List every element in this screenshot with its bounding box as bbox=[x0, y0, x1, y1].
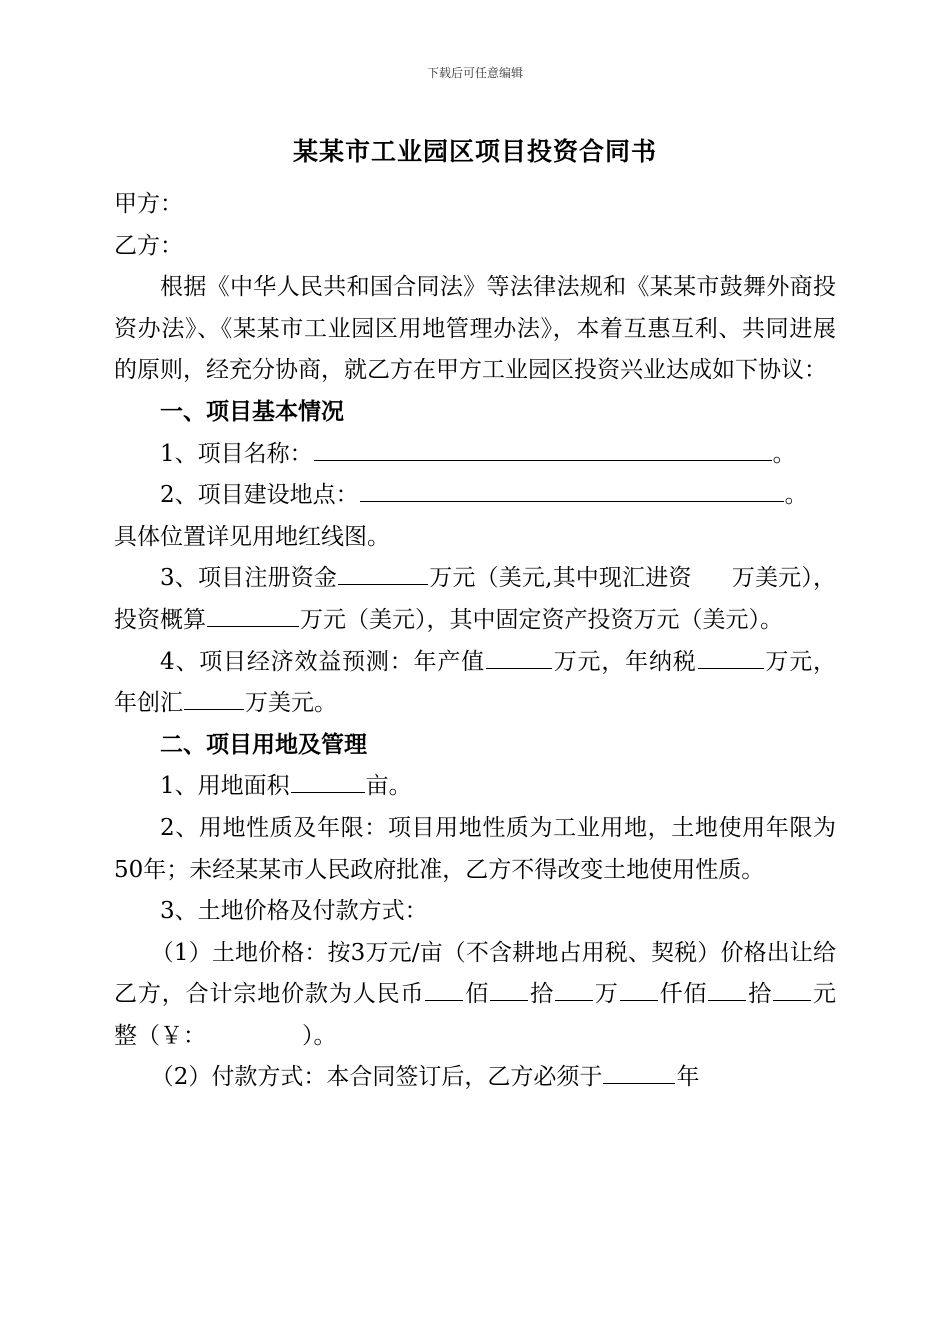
s2-item2: 2、用地性质及年限：项目用地性质为工业用地，土地使用年限为50年；未经某某市人民政府批准，乙方不得改变土地使用性质。 bbox=[114, 814, 836, 883]
s2-price bbox=[114, 933, 836, 1058]
s1-item4-d: 万美元。 bbox=[245, 690, 337, 717]
s1-item3 bbox=[114, 558, 836, 641]
payment-year-blank bbox=[603, 1059, 675, 1084]
s1-item4 bbox=[114, 642, 836, 725]
price-blank-1 bbox=[425, 976, 463, 1001]
price-blank-5 bbox=[708, 976, 746, 1001]
s1-item1 bbox=[114, 434, 836, 476]
s1-item2 bbox=[114, 475, 836, 517]
s2-payment-b: 年 bbox=[676, 1064, 700, 1091]
s2-item1-b: 亩。 bbox=[365, 773, 412, 800]
price-blank-6 bbox=[773, 976, 811, 1001]
contract-body bbox=[114, 184, 836, 1099]
project-name-blank bbox=[314, 436, 772, 461]
price-blank-3 bbox=[555, 976, 593, 1001]
intro-paragraph: 根据《中华人民共和国合同法》等法律法规和《某某市鼓舞外商投资办法》、《某某市工业园区用地管理办法》，本着互惠互利、共同进展的原则，经充分协商，就乙方在甲方工业园区投资兴业达成如下协议： bbox=[114, 274, 836, 384]
document-title: 某某市工业园区项目投资合同书 bbox=[292, 137, 657, 166]
s1-item3-d: 万元（美元），其中固定资产投资 bbox=[300, 606, 634, 633]
s1-item2-label: 2、项目建设地点： bbox=[160, 482, 359, 509]
header-note: 下载后可任意编辑 bbox=[426, 66, 523, 80]
s1-item2-end: 。 bbox=[784, 482, 808, 509]
s1-item4-a: 4、项目经济效益预测：年产值 bbox=[160, 648, 485, 675]
s2-item3: 3、土地价格及付款方式： bbox=[160, 898, 428, 925]
s2-price-u4: 仟佰 bbox=[658, 981, 708, 1008]
s2-price-u6: 元整（￥： bbox=[114, 981, 837, 1049]
land-area-blank bbox=[291, 768, 365, 793]
registered-capital-blank bbox=[338, 560, 428, 585]
s1-item4-c: 万元，年创汇 bbox=[114, 648, 837, 717]
section2-heading: 二、项目用地及管理 bbox=[160, 731, 367, 758]
s2-item1-a: 1、用地面积 bbox=[160, 773, 290, 800]
s2-price-u2: 拾 bbox=[529, 981, 554, 1008]
s2-price-end: ）。 bbox=[302, 1022, 337, 1049]
price-blank-4 bbox=[620, 976, 658, 1001]
annual-forex-blank bbox=[184, 685, 244, 710]
s1-item3-e: 万元（美元）。 bbox=[633, 606, 783, 633]
party-a-line: 甲方： bbox=[114, 191, 183, 217]
s2-price-u5: 拾 bbox=[747, 981, 773, 1008]
party-b-line: 乙方： bbox=[114, 232, 183, 259]
price-blank-2 bbox=[490, 976, 528, 1001]
project-site-blank bbox=[360, 477, 784, 502]
s2-price-u1: 佰 bbox=[464, 981, 490, 1008]
s2-payment-a: （2）付款方式：本合同签订后，乙方必须于 bbox=[150, 1064, 603, 1091]
s1-item3-b: 万元（美元,其中现汇进资 bbox=[429, 565, 692, 592]
s1-item3-c: 万美元），投资概算 bbox=[114, 565, 837, 633]
s1-item3-a: 3、项目注册资金 bbox=[160, 565, 338, 592]
s1-item1-end: 。 bbox=[772, 440, 796, 467]
s2-price-a: （1）土地价格：按3万元/亩（不含耕地占用税、契税）价格出让给乙方，合计宗地价款为人民币 bbox=[114, 939, 836, 1008]
s2-payment bbox=[114, 1057, 836, 1099]
s2-price-u3: 万 bbox=[593, 981, 619, 1008]
s2-item1 bbox=[114, 766, 836, 808]
section1-heading: 一、项目基本情况 bbox=[160, 398, 344, 425]
investment-budget-blank bbox=[207, 602, 299, 627]
annual-tax-blank bbox=[698, 644, 764, 669]
s1-item4-b: 万元，年纳税 bbox=[552, 648, 697, 675]
s1-item1-label: 1、项目名称： bbox=[160, 440, 313, 467]
annual-output-blank bbox=[486, 644, 552, 669]
s1-item2-cont: 具体位置详见用地红线图。 bbox=[114, 523, 390, 550]
